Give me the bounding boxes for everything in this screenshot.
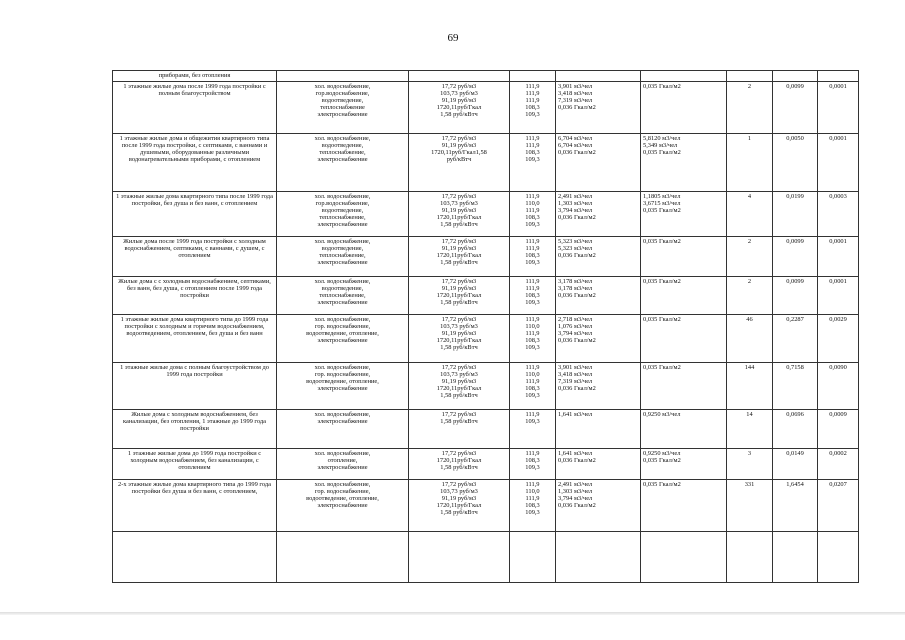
extra-norms-cell-line: 0,035 Гкал/м2: [643, 207, 681, 215]
index-cell-line: 111,9: [525, 135, 540, 142]
index-cell-line: 111,9: [525, 481, 540, 488]
index-cell-line: 109,3: [525, 221, 540, 229]
norms-cell-line: 3,794 м3/чел: [558, 207, 593, 215]
norms-cell-line: 2,491 м3/чел: [558, 481, 593, 488]
services-cell-line: водоотведение,: [321, 142, 364, 150]
scan-edge: [0, 612, 905, 615]
tariffs-cell-line: 17,72 руб/м3: [441, 238, 477, 245]
tariffs-cell: [409, 363, 510, 410]
norms-cell-line: 0,036 Гкал/м2: [558, 104, 596, 112]
units-cell: 2: [727, 82, 773, 134]
norms-cell-line: 6,704 м3/чел: [558, 135, 593, 142]
norms-cell: [556, 237, 641, 277]
index-cell-line: 108,3: [525, 385, 540, 393]
services-cell-line: гор. водоснабжение,: [314, 371, 371, 379]
services-cell-line: отопление,: [327, 457, 358, 465]
norms-cell-line: 3,794 м3/чел: [558, 330, 593, 338]
extra-norms-cell-line: 0,9250 м3/чел: [643, 450, 681, 457]
coefficient-cell: 0,0001: [818, 277, 859, 315]
index-cell-line: 111,9: [525, 278, 540, 285]
norms-cell-line: 7,319 м3/чел: [558, 378, 593, 386]
services-cell-line: хол. водоснабжение,: [314, 193, 371, 200]
services-cell-line: водоотведение, отопление,: [306, 495, 379, 503]
index-cell-line: 111,9: [525, 90, 540, 98]
services-cell: [277, 82, 409, 134]
index-cell-line: 109,3: [525, 392, 540, 400]
services-cell-line: хол. водоснабжение,: [314, 278, 371, 285]
extra-norms-cell-line: 1,1805 м3/чел: [643, 193, 681, 200]
services-cell-line: водоотведение, отопление,: [306, 378, 379, 386]
units-cell: 1: [727, 134, 773, 192]
coefficient-cell: 0,0001: [818, 134, 859, 192]
norms-cell: [556, 410, 641, 449]
table-row: [113, 363, 859, 410]
housing-type-cell: 2-х этажные жилые дома квартирного типа до 1999 года постройки без душа и без ванн, с отоплением,: [113, 480, 277, 532]
share-cell: 0,7158: [773, 363, 818, 410]
services-cell: [277, 134, 409, 192]
tariffs-cell-line: 91,19 руб/м3: [441, 245, 477, 253]
norms-cell-line: 3,418 м3/чел: [558, 90, 593, 98]
extra-norms-cell: [641, 237, 727, 277]
share-cell: 0,0696: [773, 410, 818, 449]
table-row: [113, 237, 859, 277]
housing-type-cell: 1 этажные жилые дома с полным благоустройством до 1999 года постройки: [113, 363, 277, 410]
norms-cell-line: 1,076 м3/чел: [558, 323, 593, 331]
services-cell-line: хол. водоснабжение,: [314, 450, 371, 457]
services-cell-line: электроснабжение: [317, 111, 368, 119]
table-row: [113, 410, 859, 449]
index-cell-line: 109,3: [525, 344, 540, 352]
norms-cell-line: 7,319 м3/чел: [558, 97, 593, 105]
norms-cell-line: 0,036 Гкал/м2: [558, 385, 596, 393]
services-cell-line: теплоснабжение: [320, 104, 365, 112]
services-cell: [277, 480, 409, 532]
index-cell-line: 111,9: [525, 411, 540, 418]
services-cell-line: гор. водоснабжение,: [314, 488, 371, 496]
norms-cell-line: 0,036 Гкал/м2: [558, 502, 596, 510]
extra-norms-cell-line: 0,035 Гкал/м2: [643, 149, 681, 157]
tariffs-cell-line: 1720,11руб/Гкал: [436, 502, 482, 510]
tariffs-cell-line: 17,72 руб/м3: [441, 450, 477, 457]
extra-norms-cell-line: 0,035 Гкал/м2: [643, 316, 681, 323]
norms-cell-line: 0,036 Гкал/м2: [558, 457, 596, 465]
units-cell: 4: [727, 192, 773, 237]
tariffs-cell-line: 1720,11руб/Гкал: [436, 385, 482, 393]
index-cell-line: 109,3: [525, 259, 540, 267]
tariffs-cell-line: 1,58 руб/кВтч: [440, 221, 478, 229]
norms-cell: [556, 363, 641, 410]
share-cell: 0,0199: [773, 192, 818, 237]
tariffs-cell-line: 103,73 руб/м3: [440, 200, 478, 208]
index-cell-line: 111,9: [525, 495, 540, 503]
norms-cell-line: 3,178 м3/чел: [558, 285, 593, 293]
coefficient-cell: 0,0090: [818, 363, 859, 410]
index-cell-line: 110,0: [525, 323, 540, 331]
norms-cell-line: 1,303 м3/чел: [558, 200, 593, 208]
tariffs-cell-line: 1,58 руб/кВтч: [440, 299, 478, 307]
tariffs-cell-line: 17,72 руб/м3: [441, 411, 477, 418]
services-cell-line: электроснабжение: [317, 337, 368, 345]
services-cell-line: теплоснабжение,: [319, 149, 366, 157]
services-cell-line: теплоснабжение,: [319, 214, 366, 222]
services-cell-line: электроснабжение: [317, 221, 368, 229]
services-cell: [277, 192, 409, 237]
index-cell-line: 109,3: [525, 111, 540, 119]
norms-cell: [556, 449, 641, 480]
services-cell-line: электроснабжение: [317, 418, 368, 426]
services-cell-line: хол. водоснабжение,: [314, 238, 371, 245]
norms-cell-line: 0,036 Гкал/м2: [558, 252, 596, 260]
housing-type-cell: Жилые дома после 1999 года постройки с холодным водоснабжением, септиками, с ваннами, с душем, с отоплением: [113, 237, 277, 277]
norms-cell-line: 6,704 м3/чел: [558, 142, 593, 150]
extra-norms-cell: [641, 363, 727, 410]
share-cell: 0,2287: [773, 315, 818, 363]
index-cell: [510, 363, 556, 410]
index-cell: [510, 410, 556, 449]
services-cell-line: электроснабжение: [317, 299, 368, 307]
norms-cell-line: 0,036 Гкал/м2: [558, 214, 596, 222]
housing-type-cell: Жилые дома с с холодным водоснабжением, септиками, без ванн, без душа, с отоплением после 1999 года постройки: [113, 277, 277, 315]
tariffs-cell-line: 91,19 руб/м3: [441, 207, 477, 215]
units-cell: 331: [727, 480, 773, 532]
norms-cell-line: 3,178 м3/чел: [558, 278, 593, 285]
tariffs-cell-line: 17,72 руб/м3: [441, 83, 477, 90]
tariffs-cell-line: 1720,11руб/Гкал1,58: [431, 149, 487, 157]
tariffs-cell-line: 1,58 руб/кВтч: [440, 111, 478, 119]
norms-cell-line: 0,036 Гкал/м2: [558, 292, 596, 300]
tariff-table: [112, 70, 859, 583]
housing-type-cell: 1 этажные жилые дома до 1999 года постройки с холодным водоснабжением, без канализации, с отоплением: [113, 449, 277, 480]
table-row: [113, 82, 859, 134]
index-cell-line: 109,3: [525, 509, 540, 517]
tariffs-cell-line: 17,72 руб/м3: [441, 364, 477, 371]
services-cell-line: гор.водоснабжение,: [315, 90, 370, 98]
norms-cell-line: 5,323 м3/чел: [558, 238, 593, 245]
units-cell: 46: [727, 315, 773, 363]
services-cell: [277, 277, 409, 315]
coefficient-cell: 0,0003: [818, 192, 859, 237]
empty-row: [113, 532, 859, 583]
services-cell-line: электроснабжение: [317, 502, 368, 510]
index-cell-line: 111,9: [525, 97, 540, 105]
housing-type-cell: 1 этажные жилые дома после 1999 года постройки с полным благоустройством: [113, 82, 277, 134]
services-cell-line: водоотведение,: [321, 97, 364, 105]
units-cell: 144: [727, 363, 773, 410]
table-row: [113, 449, 859, 480]
extra-norms-cell-line: 0,9250 м3/чел: [643, 411, 681, 418]
index-cell-line: 111,9: [525, 285, 540, 293]
tariffs-cell: [409, 192, 510, 237]
coefficient-cell: 0,0001: [818, 237, 859, 277]
share-cell: 0,0099: [773, 277, 818, 315]
tariffs-cell-line: руб/кВтч: [446, 156, 472, 164]
index-cell-line: 109,3: [525, 418, 540, 426]
services-cell-line: хол. водоснабжение,: [314, 316, 371, 323]
extra-norms-cell: [641, 277, 727, 315]
tariffs-cell-line: 1720,11руб/Гкал: [436, 252, 482, 260]
index-cell-line: 108,3: [525, 292, 540, 300]
index-cell-line: 108,3: [525, 214, 540, 222]
extra-norms-cell: [641, 480, 727, 532]
extra-norms-cell: [641, 449, 727, 480]
services-cell: [277, 449, 409, 480]
index-cell-line: 109,3: [525, 464, 540, 472]
units-cell: 3: [727, 449, 773, 480]
tariffs-cell-line: 1720,11руб/Гкал: [436, 337, 482, 345]
table-header-fragment-row: [113, 71, 859, 82]
coefficient-cell: 0,0207: [818, 480, 859, 532]
index-cell: [510, 315, 556, 363]
share-cell: 0,0149: [773, 449, 818, 480]
tariffs-cell: [409, 315, 510, 363]
services-cell-line: хол. водоснабжение,: [314, 83, 371, 90]
norms-cell-line: 1,641 м3/чел: [558, 450, 593, 457]
norms-cell-line: 1,641 м3/чел: [558, 411, 593, 418]
index-cell: [510, 134, 556, 192]
tariffs-cell: [409, 82, 510, 134]
services-cell-line: электроснабжение: [317, 464, 368, 472]
index-cell-line: 110,0: [525, 200, 540, 208]
index-cell-line: 108,3: [525, 457, 540, 465]
tariffs-cell-line: 17,72 руб/м3: [441, 481, 477, 488]
services-cell: [277, 410, 409, 449]
norms-cell-line: 3,794 м3/чел: [558, 495, 593, 503]
housing-type-cell: 1 этажные жилые дома квартирного типа после 1999 года постройки, без душа и без ванн, с отоплением: [113, 192, 277, 237]
extra-norms-cell-line: 3,6715 м3/чел: [643, 200, 681, 208]
norms-cell: [556, 134, 641, 192]
norms-cell-line: 1,303 м3/чел: [558, 488, 593, 496]
table-row: [113, 192, 859, 237]
page-number: 69: [447, 32, 459, 44]
tariffs-cell-line: 1,58 руб/кВтч: [440, 344, 478, 352]
index-cell-line: 108,3: [525, 502, 540, 510]
housing-type-cell: 1 этажные жилые дома и общежития квартирного типа после 1999 года постройки, с септиками, с ваннами и душевыми, оборудованные различными водонагревательными приборами, с отоплением: [113, 134, 277, 192]
tariffs-cell-line: 91,19 руб/м3: [441, 378, 477, 386]
index-cell-line: 108,3: [525, 104, 540, 112]
tariffs-cell-line: 1720,11руб/Гкал: [436, 292, 482, 300]
norms-cell-line: 0,036 Гкал/м2: [558, 337, 596, 345]
share-cell: 0,0099: [773, 237, 818, 277]
tariffs-cell-line: 103,73 руб/м3: [440, 90, 478, 98]
norms-cell-line: 3,418 м3/чел: [558, 371, 593, 379]
table-row: [113, 277, 859, 315]
services-cell: [277, 237, 409, 277]
norms-cell-line: 0,036 Гкал/м2: [558, 149, 596, 157]
share-cell: 0,0099: [773, 82, 818, 134]
tariffs-cell-line: 103,73 руб/м3: [440, 488, 478, 496]
tariffs-cell: [409, 134, 510, 192]
index-cell: [510, 449, 556, 480]
services-cell-line: хол. водоснабжение,: [314, 135, 371, 142]
tariffs-cell-line: 1720,11руб/Гкал: [436, 104, 482, 112]
extra-norms-cell: [641, 410, 727, 449]
norms-cell: [556, 277, 641, 315]
tariffs-cell-line: 1,58 руб/кВтч: [440, 418, 478, 426]
index-cell-line: 111,9: [525, 238, 540, 245]
index-cell: [510, 277, 556, 315]
services-cell-line: гор. водоснабжение,: [314, 323, 371, 331]
services-cell-line: теплоснабжение,: [319, 292, 366, 300]
norms-cell: [556, 480, 641, 532]
coefficient-cell: 0,0029: [818, 315, 859, 363]
tariffs-cell-line: 1720,11руб/Гкал: [436, 457, 482, 465]
header-fragment: приборами, без отопления: [113, 71, 277, 82]
norms-cell: [556, 82, 641, 134]
index-cell: [510, 237, 556, 277]
extra-norms-cell-line: 0,035 Гкал/м2: [643, 238, 681, 245]
norms-cell: [556, 192, 641, 237]
extra-norms-cell-line: 0,035 Гкал/м2: [643, 278, 681, 285]
services-cell-line: водоотведение,: [321, 285, 364, 293]
services-cell-line: хол. водоснабжение,: [314, 481, 371, 488]
tariffs-cell: [409, 449, 510, 480]
tariffs-cell: [409, 480, 510, 532]
services-cell-line: водоотведение, отопление,: [306, 330, 379, 338]
index-cell-line: 108,3: [525, 252, 540, 260]
extra-norms-cell-line: 5,8120 м3/чел: [643, 135, 681, 142]
tariffs-cell-line: 1,58 руб/кВтч: [440, 392, 478, 400]
index-cell-line: 111,9: [525, 83, 540, 90]
table-row: [113, 134, 859, 192]
tariffs-cell-line: 17,72 руб/м3: [441, 193, 477, 200]
index-cell: [510, 82, 556, 134]
services-cell: [277, 315, 409, 363]
index-cell-line: 108,3: [525, 149, 540, 157]
extra-norms-cell: [641, 192, 727, 237]
table-row: [113, 315, 859, 363]
tariffs-cell-line: 103,73 руб/м3: [440, 371, 478, 379]
tariffs-cell-line: 17,72 руб/м3: [441, 135, 477, 142]
services-cell-line: электроснабжение: [317, 156, 368, 164]
norms-cell-line: 3,901 м3/чел: [558, 364, 593, 371]
tariffs-cell-line: 91,19 руб/м3: [441, 285, 477, 293]
coefficient-cell: 0,0009: [818, 410, 859, 449]
services-cell-line: электроснабжение: [317, 259, 368, 267]
index-cell-line: 110,0: [525, 488, 540, 496]
index-cell-line: 111,9: [525, 245, 540, 253]
tariffs-cell-line: 17,72 руб/м3: [441, 316, 477, 323]
tariffs-cell-line: 1,58 руб/кВтч: [440, 464, 478, 472]
index-cell-line: 111,9: [525, 450, 540, 457]
housing-type-cell: Жилые дома с холодным водоснабжением, без канализации, без отопления, 1 этажные до 1999 года постройки: [113, 410, 277, 449]
extra-norms-cell: [641, 82, 727, 134]
index-cell-line: 109,3: [525, 156, 540, 164]
index-cell-line: 111,9: [525, 330, 540, 338]
index-cell-line: 109,3: [525, 299, 540, 307]
tariffs-cell: [409, 277, 510, 315]
tariffs-cell-line: 1,58 руб/кВтч: [440, 509, 478, 517]
coefficient-cell: 0,0001: [818, 82, 859, 134]
services-cell-line: водоотведение,: [321, 245, 364, 253]
tariffs-cell-line: 1,58 руб/кВтч: [440, 259, 478, 267]
units-cell: 2: [727, 237, 773, 277]
index-cell-line: 111,9: [525, 142, 540, 150]
share-cell: 0,0050: [773, 134, 818, 192]
norms-cell-line: 5,323 м3/чел: [558, 245, 593, 253]
units-cell: 14: [727, 410, 773, 449]
index-cell-line: 108,3: [525, 337, 540, 345]
extra-norms-cell-line: 0,035 Гкал/м2: [643, 83, 681, 90]
tariffs-cell-line: 91,19 руб/м3: [441, 495, 477, 503]
index-cell-line: 111,9: [525, 193, 540, 200]
norms-cell: [556, 315, 641, 363]
services-cell-line: хол. водоснабжение,: [314, 411, 371, 418]
tariffs-cell: [409, 410, 510, 449]
housing-type-cell: 1 этажные жилые дома квартирного типа до 1999 года постройки с холодным и горячим водоснабжением, водоотведением, отоплением, без душа и без ванн: [113, 315, 277, 363]
extra-norms-cell: [641, 315, 727, 363]
norms-cell-line: 3,901 м3/чел: [558, 83, 593, 90]
tariffs-cell-line: 91,19 руб/м3: [441, 330, 477, 338]
extra-norms-cell-line: 0,035 Гкал/м2: [643, 481, 681, 488]
tariffs-cell: [409, 237, 510, 277]
tariffs-cell-line: 103,73 руб/м3: [440, 323, 478, 331]
norms-cell-line: 2,718 м3/чел: [558, 316, 593, 323]
extra-norms-cell: [641, 134, 727, 192]
services-cell-line: водоотведение,: [321, 207, 364, 215]
extra-norms-cell-line: 5,349 м3/чел: [643, 142, 678, 150]
tariffs-cell-line: 1720,11руб/Гкал: [436, 214, 482, 222]
index-cell-line: 111,9: [525, 207, 540, 215]
index-cell-line: 110,0: [525, 371, 540, 379]
services-cell-line: хол. водоснабжение,: [314, 364, 371, 371]
services-cell-line: электроснабжение: [317, 385, 368, 393]
index-cell: [510, 192, 556, 237]
index-cell-line: 111,9: [525, 316, 540, 323]
services-cell-line: гор.водоснабжение,: [315, 200, 370, 208]
services-cell-line: теплоснабжение,: [319, 252, 366, 260]
services-cell: [277, 363, 409, 410]
share-cell: 1,6454: [773, 480, 818, 532]
tariffs-cell-line: 91,19 руб/м3: [441, 97, 477, 105]
coefficient-cell: 0,0002: [818, 449, 859, 480]
index-cell: [510, 480, 556, 532]
tariffs-cell-line: 91,19 руб/м3: [441, 142, 477, 150]
tariffs-cell-line: 17,72 руб/м3: [441, 278, 477, 285]
index-cell-line: 111,9: [525, 378, 540, 386]
index-cell-line: 111,9: [525, 364, 540, 371]
extra-norms-cell-line: 0,035 Гкал/м2: [643, 364, 681, 371]
table-row: [113, 480, 859, 532]
norms-cell-line: 2,491 м3/чел: [558, 193, 593, 200]
units-cell: 2: [727, 277, 773, 315]
extra-norms-cell-line: 0,035 Гкал/м2: [643, 457, 681, 465]
